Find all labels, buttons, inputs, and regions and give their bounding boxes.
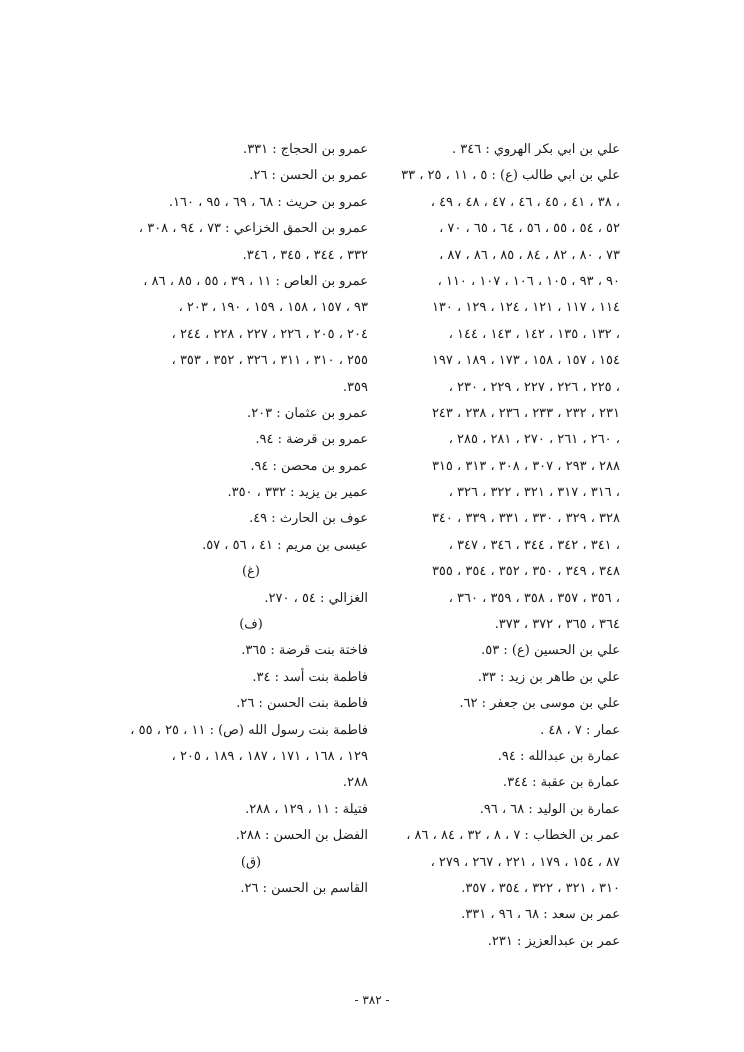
index-entry-line: ٥٢ ، ٥٤ ، ٥٥ ، ٥٦ ، ٦٤ ، ٦٥ ، ٧٠ ، [439, 221, 620, 237]
index-entry-line: ٧٣ ، ٨٠ ، ٨٢ ، ٨٤ ، ٨٥ ، ٨٦ ، ٨٧ ، [439, 247, 620, 263]
index-entry-line: ، ٢٢٥ ، ٢٢٦ ، ٢٢٧ ، ٢٢٩ ، ٢٣٠ ، [448, 379, 620, 395]
index-entry-line: فاطمة بنت أسد : ٣٤. [252, 669, 368, 685]
index-entry-line: عوف بن الحارث : ٤٩. [249, 511, 368, 527]
page-number: - ٣٨٢ - [354, 993, 390, 1007]
index-entry-line: ٩٠ ، ٩٣ ، ١٠٥ ، ١٠٦ ، ١٠٧ ، ١١٠ ، [437, 273, 620, 289]
index-entry-line: ٣٢٨ ، ٣٢٩ ، ٣٣٠ ، ٣٣١ ، ٣٣٩ ، ٣٤٠ [431, 511, 620, 527]
index-entry-line: ٣١٠ ، ٣٢١ ، ٣٢٢ ، ٣٥٤ ، ٣٥٧. [461, 880, 620, 896]
index-entry-line: ، ٣٨ ، ٤١ ، ٤٥ ، ٤٦ ، ٤٧ ، ٤٨ ، ٤٩ ، [430, 194, 620, 210]
index-entry-line: علي بن طاهر بن زيد : ٣٣. [477, 669, 620, 685]
index-entry-line: ٣٤٨ ، ٣٤٩ ، ٣٥٠ ، ٣٥٢ ، ٣٥٤ ، ٣٥٥ [431, 564, 620, 580]
index-entry-line: علي بن الحسين (ع) : ٥٣. [481, 643, 620, 659]
index-entry-line: ٣٥٩. [342, 379, 368, 395]
index-entry-line: ٣٣٢ ، ٣٤٤ ، ٣٤٥ ، ٣٤٦. [242, 247, 368, 263]
index-entry-line: ٢٨٨ ، ٢٩٣ ، ٣٠٧ ، ٣٠٨ ، ٣١٣ ، ٣١٥ [431, 458, 620, 474]
index-entry-line: ، ١٣٢ ، ١٣٥ ، ١٤٢ ، ١٤٣ ، ١٤٤ ، [448, 326, 620, 342]
index-entry-line: عيسى بن مريم : ٤١ ، ٥٦ ، ٥٧. [202, 537, 368, 553]
index-entry-line: ٢٣١ ، ٢٣٢ ، ٢٣٣ ، ٢٣٦ ، ٢٣٨ ، ٢٤٣ [431, 405, 620, 421]
index-entry-line: ، ٢٦٠ ، ٢٦١ ، ٢٧٠ ، ٢٨١ ، ٢٨٥ ، [448, 432, 620, 448]
index-entry-line: عمر بن الخطاب : ٧ ، ٨ ، ٣٢ ، ٨٤ ، ٨٦ ، [406, 828, 620, 844]
index-entry-line: عمار : ٧ ، ٤٨ . [540, 722, 620, 738]
index-entry-line: ٢٥٥ ، ٣١٠ ، ٣١١ ، ٣٢٦ ، ٣٥٢ ، ٣٥٣ ، [171, 353, 368, 369]
index-entry-line: القاسم بن الحسن : ٢٦. [240, 880, 368, 896]
index-entry-line: فاختة بنت قرضة : ٣٦٥. [241, 643, 368, 659]
index-entry-line: ٢٠٤ ، ٢٠٥ ، ٢٢٦ ، ٢٢٧ ، ٢٢٨ ، ٢٤٤ ، [171, 326, 368, 342]
index-entry-line: ٢٨٨. [342, 775, 368, 791]
index-entry-line: علي بن ابي طالب (ع) : ٥ ، ١١ ، ٢٥ ، ٣٣ [401, 168, 620, 184]
index-entry-line: عمرو بن العاص : ١١ ، ٣٩ ، ٥٥ ، ٨٥ ، ٨٦ ، [143, 273, 368, 289]
section-letter-heading: (غ) [242, 564, 260, 580]
index-entry-line: فتيلة : ١١ ، ١٢٩ ، ٢٨٨. [245, 801, 368, 817]
index-entry-line: الفضل بن الحسن : ٢٨٨. [235, 828, 368, 844]
index-entry-line: علي بن موسى بن جعفر : ٦٢. [459, 696, 620, 712]
index-entry-line: عمارة بن الوليد : ٦٨ ، ٩٦. [479, 801, 620, 817]
index-column-right [386, 137, 620, 955]
index-entry-line: عمرو بن قرضة : ٩٤. [255, 432, 368, 448]
index-entry-line: عمير بن يزيد : ٣٣٢ ، ٣٥٠. [227, 485, 368, 501]
section-letter-heading: (ق) [240, 854, 262, 870]
index-entry-line: ١٥٤ ، ١٥٧ ، ١٥٨ ، ١٧٣ ، ١٨٩ ، ١٩٧ [431, 353, 620, 369]
index-entry-line: فاطمة بنت الحسن : ٢٦. [236, 696, 368, 712]
index-entry-line: ، ٣٥٦ ، ٣٥٧ ، ٣٥٨ ، ٣٥٩ ، ٣٦٠ ، [448, 590, 620, 606]
index-entry-line: عمرو بن حريث : ٦٨ ، ٦٩ ، ٩٥ ، ١٦٠. [168, 194, 368, 210]
index-entry-line: عمر بن سعد : ٦٨ ، ٩٦ ، ٣٣١. [461, 907, 620, 923]
index-entry-line: عمرو بن الحسن : ٢٦. [249, 168, 368, 184]
index-entry-line: عمر بن عبدالعزيز : ٢٣١. [487, 933, 620, 949]
section-letter-heading: (ف) [239, 617, 263, 633]
index-entry-line: عمرو بن الحمق الخزاعي : ٧٣ ، ٩٤ ، ٣٠٨ ، [138, 221, 368, 237]
index-entry-line: فاطمة بنت رسول الله (ص) : ١١ ، ٢٥ ، ٥٥ ، [130, 722, 368, 738]
index-entry-line: ٨٧ ، ١٥٤ ، ١٧٩ ، ٢٢١ ، ٢٦٧ ، ٢٧٩ ، [430, 854, 620, 870]
index-entry-line: عمرو بن عثمان : ٢٠٣. [247, 405, 368, 421]
index-entry-line: عمرو بن الحجاج : ٣٣١. [243, 142, 368, 157]
index-entry-line: ، ٣١٦ ، ٣١٧ ، ٣٢١ ، ٣٢٢ ، ٣٢٦ ، [448, 485, 620, 501]
index-entry-line: عمارة بن عقبة : ٣٤٤. [502, 775, 620, 791]
index-entry-line: عمارة بن عبدالله : ٩٤. [497, 748, 620, 764]
index-entry-line: ٩٣ ، ١٥٧ ، ١٥٨ ، ١٥٩ ، ١٩٠ ، ٢٠٣ ، [178, 300, 368, 316]
index-entry-line: ١٢٩ ، ١٦٨ ، ١٧١ ، ١٨٧ ، ١٨٩ ، ٢٠٥ ، [171, 748, 368, 764]
index-entry-line: عمرو بن محصن : ٩٤. [250, 458, 368, 474]
index-entry-line: ، ٣٤١ ، ٣٤٢ ، ٣٤٤ ، ٣٤٦ ، ٣٤٧ ، [448, 537, 620, 553]
index-column-left [130, 137, 368, 902]
index-entry-line: الغزالي : ٥٤ ، ٢٧٠. [264, 590, 368, 606]
index-entry-line: ١١٤ ، ١١٧ ، ١٢١ ، ١٢٤ ، ١٢٩ ، ١٣٠ [431, 300, 620, 316]
index-entry-line: علي بن ابي بكر الهروي : ٣٤٦ . [451, 142, 620, 157]
index-entry-line: ٣٦٤ ، ٣٦٥ ، ٣٧٢ ، ٣٧٣. [494, 617, 620, 633]
